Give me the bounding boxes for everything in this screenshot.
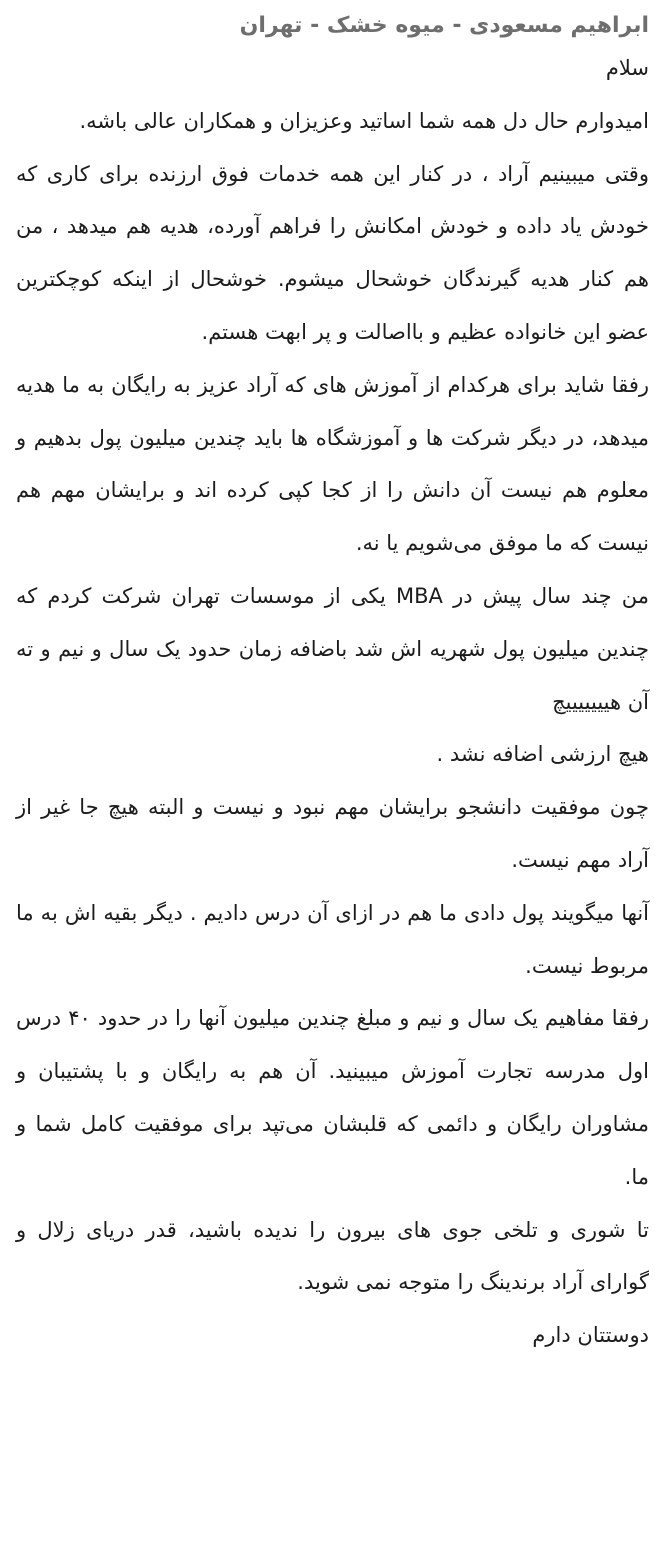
- body-paragraph: رفقا شاید برای هرکدام از آموزش های که آراد عزیز به رایگان به ما هدیه میدهد، در دیگر شرکت ها و آموزشگاه ها باید چندین میلیون پول بدهیم و معلوم هم نیست آن دانش را از کجا کپی کرده اند و برایشان مهم هم نیست که ما موفق می‌شویم یا نه.: [16, 372, 649, 556]
- post-title: ابراهیم مسعودی - میوه خشک - تهران: [239, 13, 649, 38]
- greeting-paragraph: سلام: [605, 56, 649, 80]
- body-paragraph: امیدوارم حال دل همه شما اساتید وعزیزان و همکاران عالی باشه.: [79, 108, 649, 133]
- body-paragraph: آنها میگویند پول دادی ما هم در ازای آن درس دادیم . دیگر بقیه اش به ما مربوط نیست.: [16, 900, 649, 978]
- body-paragraph: رفقا مفاهیم یک سال و نیم و مبلغ چندین میلیون آنها را در حدود ۴۰ درس اول مدرسه تجارت آموزش میبینید. آن هم به رایگان و با پشتیبان و مشاوران رایگان و دائمی که قلبشان می‌تپد برای موفقیت کامل شما و ما.: [16, 1006, 649, 1189]
- body-paragraph: تا شوری و تلخی جوی های بیرون را ندیده باشید، قدر دریای زلال و گوارای آراد برندینگ را متوجه نمی شوید.: [16, 1217, 649, 1295]
- body-paragraph: چون موفقیت دانشجو برایشان مهم نبود و نیست و البته هیچ جا غیر از آراد مهم نیست.: [16, 795, 649, 872]
- body-paragraph: من چند سال پیش در MBA یکی از موسسات تهران شرکت کردم که چندین میلیون پول شهریه اش شد باضافه زمان حدود یک سال و نیم و ته آن هیییییییچ: [16, 583, 650, 714]
- body-paragraph: هیچ ارزشی اضافه نشد .: [436, 742, 649, 767]
- body-paragraph: وقتی میبینیم آراد ، در کنار این همه خدمات فوق ارزنده برای کاری که خودش یاد داده و خودش امکانش را فراهم آورده، هدیه هم میدهد ، من هم کنار هدیه گیرندگان خوشحال میشوم. خوشحال از اینکه کوچکترین عضو این خانواده عظیم و بااصالت و پر ابهت هستم.: [16, 161, 649, 344]
- closing-paragraph: دوستتان دارم: [532, 1323, 649, 1348]
